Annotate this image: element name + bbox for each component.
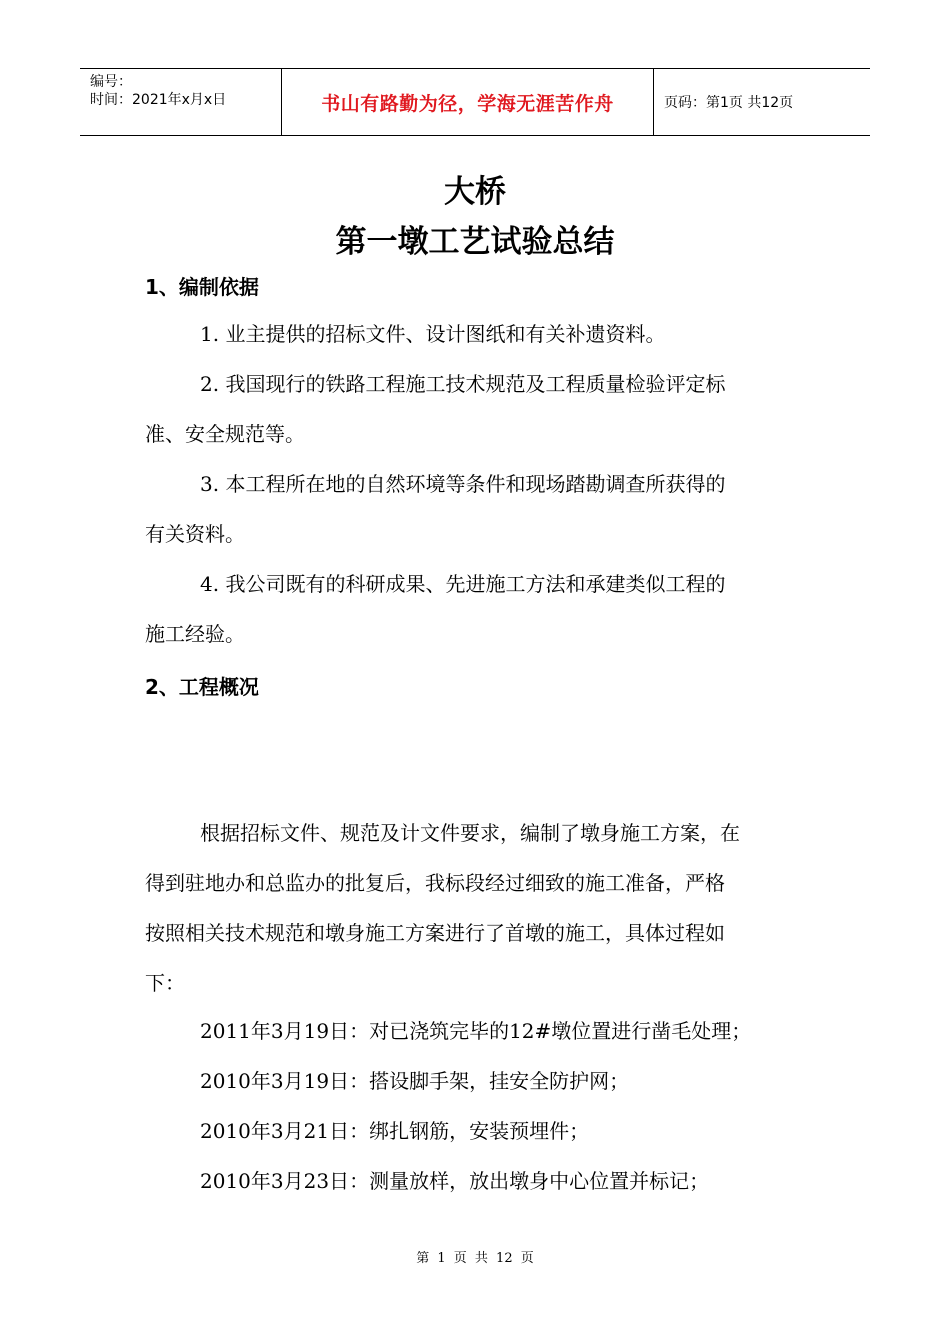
basis-item-3-cont: 有关资料。 (145, 522, 245, 546)
document-time-label: 时间：2021年x月x日 (90, 92, 227, 108)
basis-item-4-cont: 施工经验。 (145, 622, 245, 646)
basis-item-2: 2. 我国现行的铁路工程施工技术规范及工程质量检验评定标 (200, 372, 726, 396)
basis-item-4: 4. 我公司既有的科研成果、先进施工方法和承建类似工程的 (200, 572, 726, 596)
basis-item-1: 1. 业主提供的招标文件、设计图纸和有关补遗资料。 (200, 322, 666, 346)
header-meta-cell (80, 69, 282, 135)
document-title-line2: 第一墩工艺试验总结 (335, 224, 615, 260)
basis-item-2-cont: 准、安全规范等。 (145, 422, 305, 446)
document-number-label: 编号： (90, 74, 132, 90)
header-motto-cell (282, 69, 654, 135)
section-heading-overview: 2、工程概况 (145, 675, 259, 699)
overview-paragraph-line-1: 根据招标文件、规范及计文件要求，编制了墩身施工方案，在 (200, 821, 740, 845)
section-heading-basis: 1、编制依据 (145, 275, 259, 299)
document-title-line1: 大桥 (444, 174, 506, 210)
basis-item-3: 3. 本工程所在地的自然环境等条件和现场踏勘调查所获得的 (200, 472, 726, 496)
log-entry-1: 2011年3月19日：对已浇筑完毕的12#墩位置进行凿毛处理； (200, 1019, 752, 1043)
overview-paragraph-line-2: 得到驻地办和总监办的批复后，我标段经过细致的施工准备，严格 (145, 871, 725, 895)
log-entry-2: 2010年3月19日：搭设脚手架，挂安全防护网； (200, 1069, 630, 1093)
header-motto: 书山有路勤为径，学海无涯苦作舟 (321, 92, 614, 115)
log-entry-4: 2010年3月23日：测量放样，放出墩身中心位置并标记； (200, 1169, 710, 1193)
header-page-code: 页码：第1页 共12页 (664, 95, 794, 111)
log-entry-3: 2010年3月21日：绑扎钢筋，安装预埋件； (200, 1119, 590, 1143)
page-footer: 第 1 页 共 12 页 (416, 1251, 534, 1266)
overview-paragraph-line-4: 下： (145, 971, 185, 995)
overview-paragraph-line-3: 按照相关技术规范和墩身施工方案进行了首墩的施工，具体过程如 (145, 921, 725, 945)
header-page-cell (654, 69, 870, 135)
document-header (80, 68, 870, 136)
